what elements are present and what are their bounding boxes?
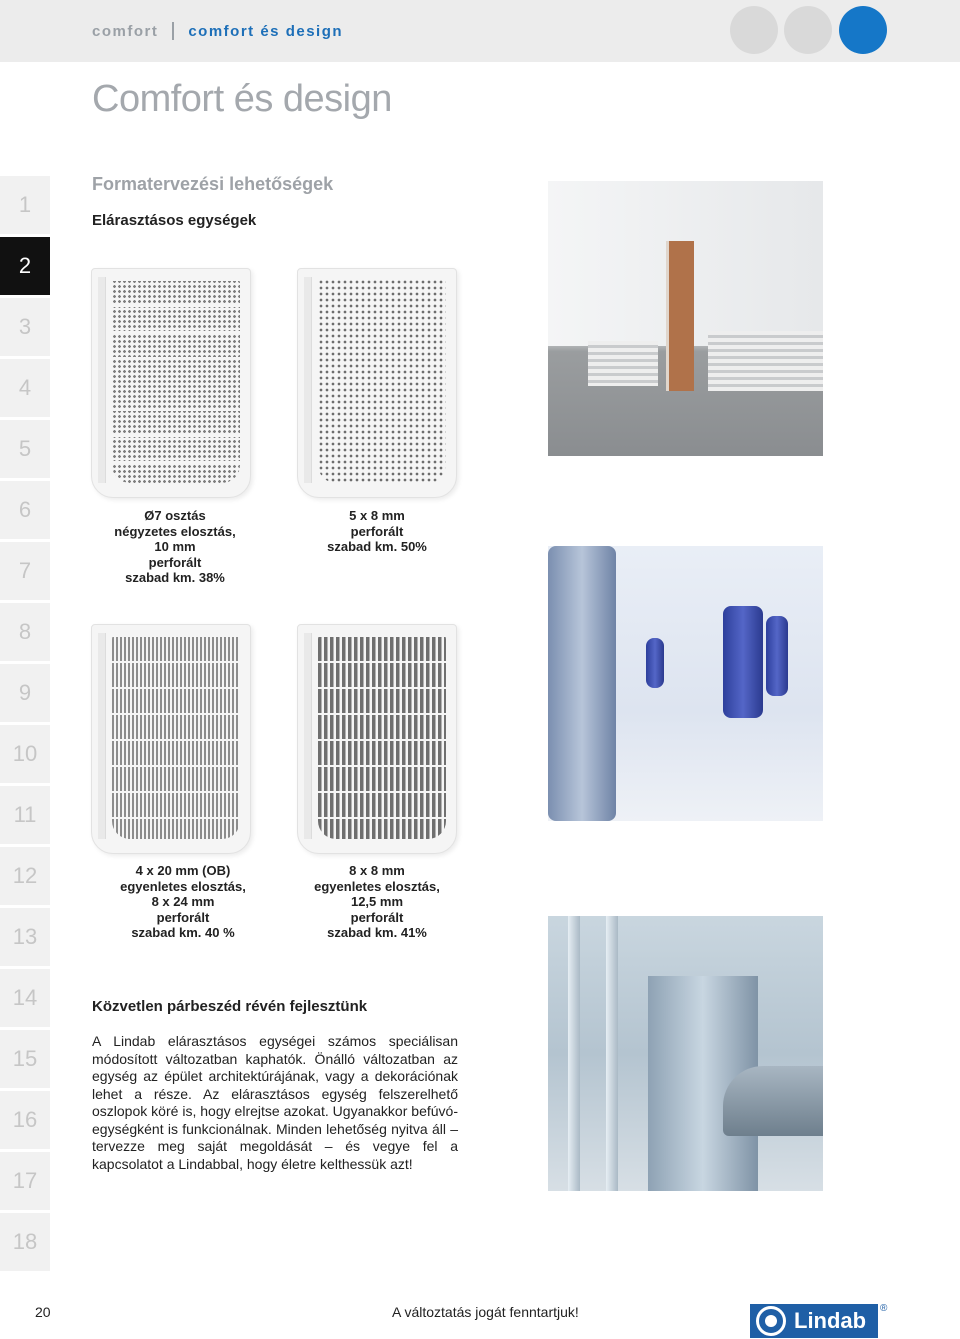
photo-car xyxy=(723,1066,823,1136)
diffuser-panel-image-1 xyxy=(91,268,251,498)
panel-caption-4 xyxy=(292,863,462,941)
panel-edge xyxy=(98,633,106,839)
diffuser-panel-image-2 xyxy=(297,268,457,498)
sidebar-tab-6[interactable]: 6 xyxy=(0,481,50,539)
caption-line: perforált xyxy=(148,554,202,570)
panel-bands xyxy=(112,279,240,483)
panel-edge xyxy=(304,633,312,839)
page-header xyxy=(0,0,960,62)
caption-line: egyenletes elosztás, xyxy=(314,878,440,894)
photo-showroom xyxy=(548,916,823,1191)
caption-line: 5 x 8 mm xyxy=(349,508,405,523)
section-heading: Formatervezési lehetőségek xyxy=(92,174,334,194)
lindab-logo[interactable] xyxy=(750,1304,878,1338)
sidebar-tab-4[interactable]: 4 xyxy=(0,359,50,417)
photo-column xyxy=(723,606,763,718)
sidebar-tab-5[interactable]: 5 xyxy=(0,420,50,478)
caption-line: szabad km. 40 % xyxy=(131,925,235,940)
breadcrumb xyxy=(92,22,343,40)
sidebar-tab-3[interactable]: 3 xyxy=(0,298,50,356)
caption-line: perforált xyxy=(350,523,404,539)
sidebar-tab-11[interactable]: 11 xyxy=(0,786,50,844)
photo-column xyxy=(646,638,664,688)
caption-line: perforált xyxy=(156,909,210,925)
lindab-logo-text: Lindab xyxy=(794,1308,867,1333)
body-text: A Lindab elárasztásos egységei számos speciálisan módosított változatban kaphatók. Önálló változatban az egység az épület architektúrájának, vagy a dekorációnak lehet a része. Az elárasztásos egység felszerelhető oszlopok köré is, hogy elrejtse azokat. Ugyanakkor befúvó-egységként is funkcionálnak. Minden lehetőség nyitva áll – tervezze meg saját megoldását – és vegye fel a kapcsolatot a Lindabbal, hogy életre kelthessük azt! xyxy=(92,1033,458,1172)
caption-line: szabad km. 38% xyxy=(125,570,225,585)
caption-line: 4 x 20 mm (OB) xyxy=(135,863,231,878)
body-heading: Közvetlen párbeszéd révén fejlesztünk xyxy=(92,998,368,1015)
breadcrumb-item-comfort[interactable]: comfort xyxy=(92,22,159,40)
diffuser-panel-image-4 xyxy=(297,624,457,854)
panel-caption-1 xyxy=(90,508,260,586)
footer-note: A változtatás jogát fenntartjuk! xyxy=(392,1304,579,1320)
caption-line: perforált xyxy=(350,909,404,925)
caption-line: egyenletes elosztás, xyxy=(120,878,246,894)
photo-pillar xyxy=(568,916,580,1191)
photo-door xyxy=(666,241,694,391)
panel-bands xyxy=(318,635,446,839)
sidebar-tab-16[interactable]: 16 xyxy=(0,1091,50,1149)
perforation-pattern xyxy=(318,279,446,483)
caption-line: 10 mm xyxy=(154,539,196,554)
section-subheading: Elárasztásos egységek xyxy=(92,212,257,229)
sidebar-tab-1[interactable]: 1 xyxy=(0,176,50,234)
page-title: Comfort és design xyxy=(92,78,392,120)
panel-edge xyxy=(304,277,312,483)
sidebar-tab-8[interactable]: 8 xyxy=(0,603,50,661)
panel-caption-2 xyxy=(292,508,462,555)
sidebar-tab-12[interactable]: 12 xyxy=(0,847,50,905)
caption-line: szabad km. 50% xyxy=(327,539,427,554)
breadcrumb-item-comfort-design[interactable]: comfort és design xyxy=(188,22,344,40)
sidebar-tab-18[interactable]: 18 xyxy=(0,1213,50,1271)
page-number: 20 xyxy=(35,1304,51,1320)
caption-line: szabad km. 41% xyxy=(327,925,427,940)
panel-caption-3 xyxy=(98,863,268,941)
circle-icon-grey-2 xyxy=(784,6,832,54)
caption-line: 8 x 24 mm xyxy=(151,894,215,909)
circle-icon-blue xyxy=(839,6,887,54)
caption-line: négyzetes elosztás, xyxy=(114,523,236,539)
sidebar-tab-7[interactable]: 7 xyxy=(0,542,50,600)
lindab-logo-icon xyxy=(756,1306,786,1336)
sidebar-tab-15[interactable]: 15 xyxy=(0,1030,50,1088)
caption-line: 8 x 8 mm xyxy=(349,863,405,878)
photo-column xyxy=(766,616,788,696)
photo-pillar xyxy=(606,916,618,1191)
breadcrumb-separator xyxy=(172,22,174,40)
registered-mark: ® xyxy=(880,1303,888,1314)
sidebar-tab-13[interactable]: 13 xyxy=(0,908,50,966)
panel-bands xyxy=(112,635,240,839)
photo-corridor xyxy=(548,181,823,456)
caption-line: Ø7 osztás xyxy=(144,508,206,523)
sidebar-tab-14[interactable]: 14 xyxy=(0,969,50,1027)
caption-line: 12,5 mm xyxy=(350,894,404,909)
circle-icon-grey-1 xyxy=(730,6,778,54)
panel-edge xyxy=(98,277,106,483)
sidebar-tab-2[interactable]: 2 xyxy=(0,237,50,295)
sidebar-tab-10[interactable]: 10 xyxy=(0,725,50,783)
photo-column xyxy=(548,546,616,821)
sidebar-tab-9[interactable]: 9 xyxy=(0,664,50,722)
photo-cafeteria xyxy=(548,546,823,821)
diffuser-panel-image-3 xyxy=(91,624,251,854)
photo-vent xyxy=(588,341,658,386)
sidebar-tab-17[interactable]: 17 xyxy=(0,1152,50,1210)
photo-vent xyxy=(708,331,823,391)
